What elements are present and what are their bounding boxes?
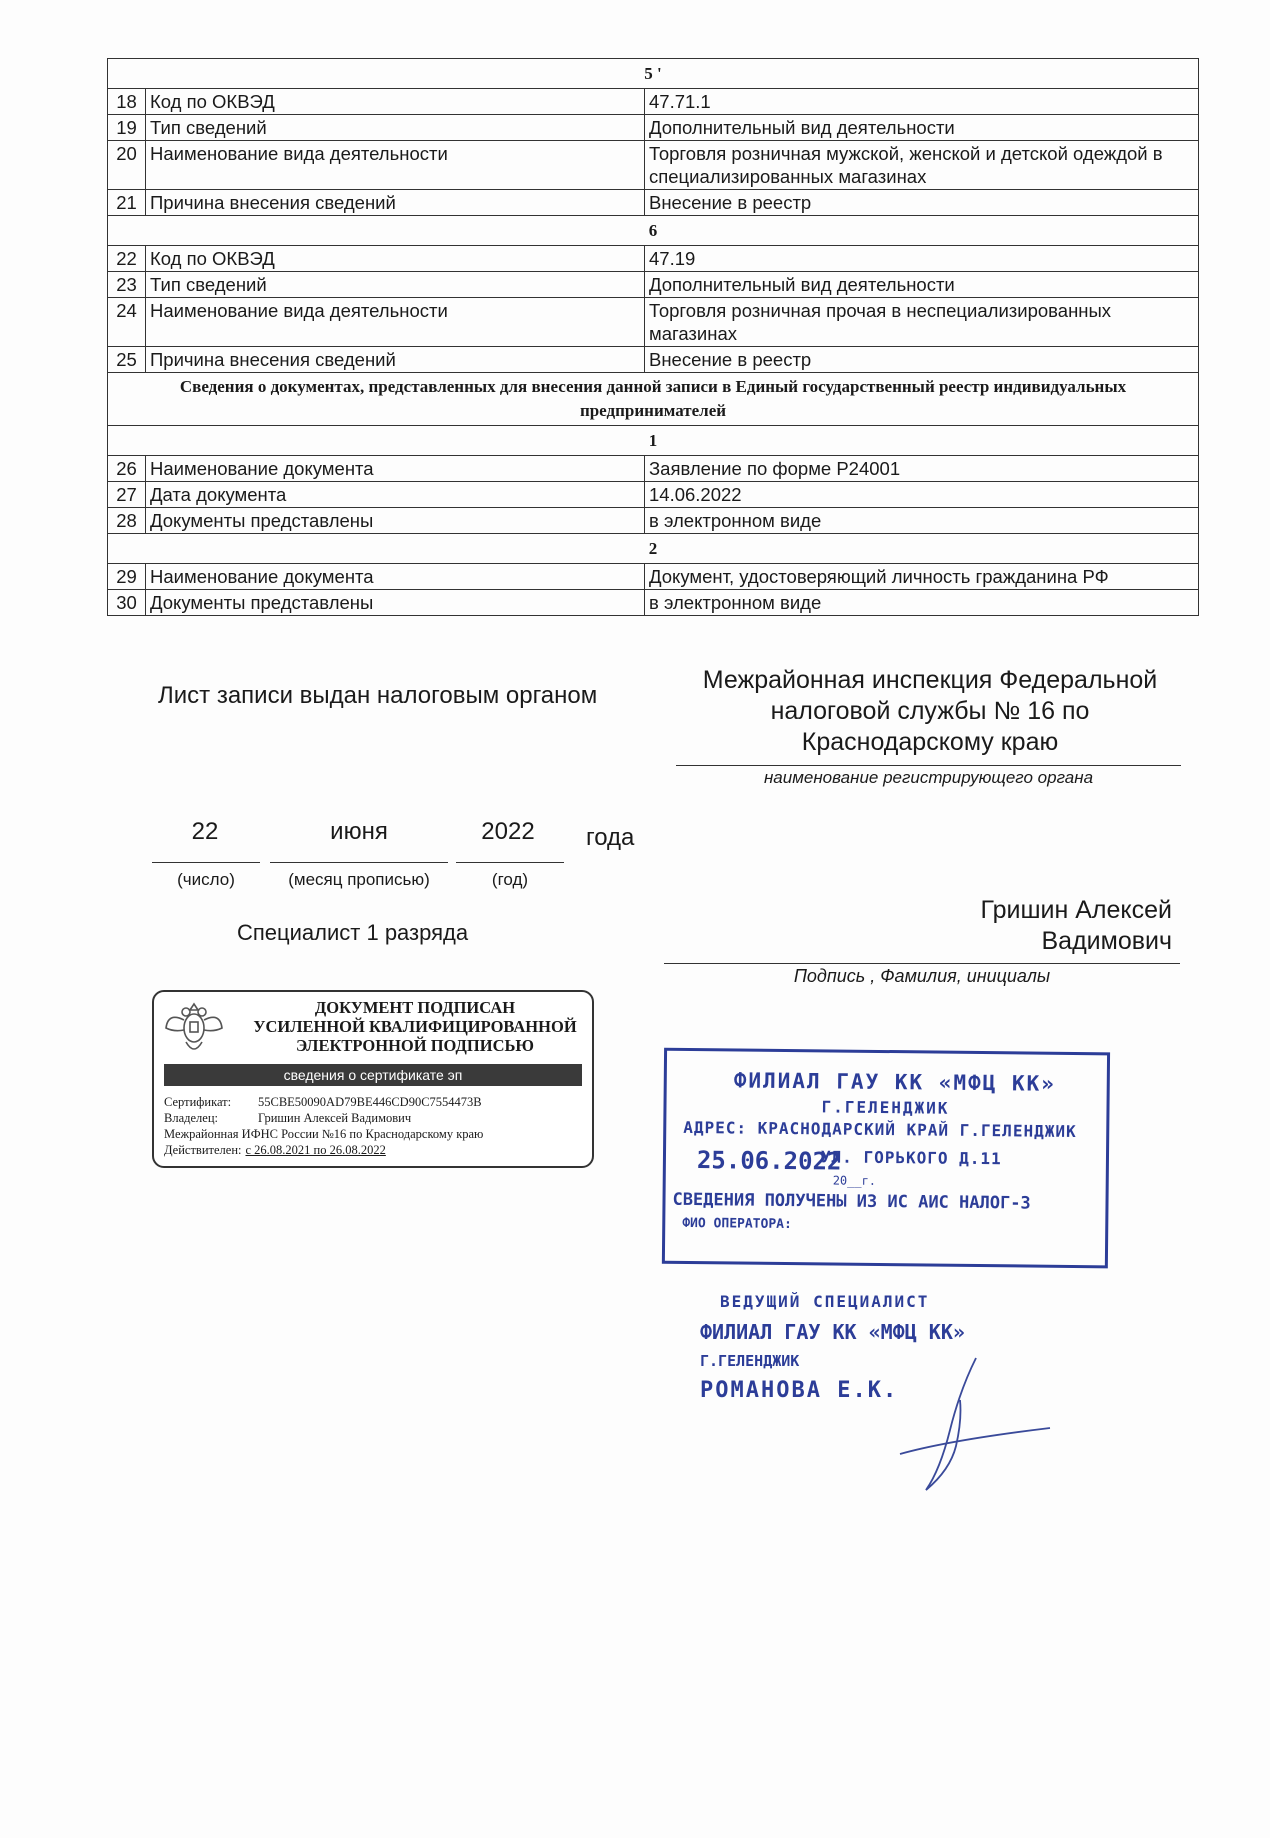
date-year: 2022 (481, 818, 535, 845)
top-page-number (630, 0, 670, 10)
field-name: Наименование документа (146, 456, 645, 482)
field-value: Документ, удостоверяющий личность гражданина РФ (645, 564, 1199, 590)
documents-heading-cell: Сведения о документах, представленных для внесения данной записи в Единый государственный реестр индивидуальных предпринимателей (108, 373, 1199, 426)
owner-value: Гришин Алексей Вадимович (258, 1111, 412, 1125)
authority-caption: наименование регистрирующего органа (763, 768, 1094, 787)
year-caption: (год) (491, 870, 529, 889)
table-row (108, 564, 1199, 590)
document-header-cell: 2 (108, 534, 1199, 564)
signer-position: Специалист 1 разряда (237, 920, 469, 945)
field-value: Дополнительный вид деятельности (645, 272, 1199, 298)
handwritten-signature (890, 1350, 1060, 1500)
date-year-word: года (586, 824, 635, 851)
mfc-stamp-date: 25.06.2022 (696, 1146, 842, 1176)
row-number: 18 (108, 89, 146, 115)
date-day: 22 (191, 818, 219, 845)
field-name: Тип сведений (146, 272, 645, 298)
mfc-stamp-line2: Г.ГЕЛЕНДЖИК (821, 1097, 950, 1118)
valid-label: Действителен: (164, 1143, 242, 1157)
page-number-row-cell: 5 ' (108, 59, 1199, 89)
day-underline (152, 862, 260, 863)
row-number: 28 (108, 508, 146, 534)
document-header-cell: 1 (108, 426, 1199, 456)
date-month: июня (330, 818, 388, 845)
issuer-text: Межрайонная ИФНС России №16 по Краснодарскому краю (164, 1127, 484, 1141)
row-number: 23 (108, 272, 146, 298)
operator-stamp-line2: ФИЛИАЛ ГАУ КК «МФЦ КК» (700, 1320, 965, 1344)
row-number: 21 (108, 190, 146, 216)
document-header (108, 426, 1199, 456)
year-underline (456, 862, 564, 863)
row-number: 20 (108, 141, 146, 190)
table-row (108, 272, 1199, 298)
mfc-stamp-line6: ФИО ОПЕРАТОРА: (682, 1215, 792, 1233)
field-name: Документы представлены (146, 508, 645, 534)
row-number: 27 (108, 482, 146, 508)
mfc-stamp-line4: УЛ. ГОРЬКОГО Д.11 (820, 1147, 1002, 1169)
table-row (108, 347, 1199, 373)
table-row (108, 246, 1199, 272)
operator-stamp-line4: РОМАНОВА Е.К. (700, 1378, 899, 1403)
field-value: Торговля розничная прочая в неспециализированных магазинах (645, 298, 1199, 347)
field-name: Код по ОКВЭД (146, 246, 645, 272)
cert-value: 55CBE50090AD79BE446CD90C7554473B (258, 1095, 482, 1109)
field-name: Тип сведений (146, 115, 645, 141)
day-caption: (число) (177, 870, 235, 889)
field-name: Наименование вида деятельности (146, 141, 645, 190)
mfc-stamp-line5: СВЕДЕНИЯ ПОЛУЧЕНЫ ИЗ ИС АИС НАЛОГ-3 (672, 1189, 1031, 1214)
authority-name: Межрайонная инспекция Федеральной налоговой службы № 16 по Краснодарскому краю (702, 666, 1158, 756)
owner-label: Владелец: (164, 1111, 218, 1125)
esig-details (164, 1094, 584, 1158)
row-number: 22 (108, 246, 146, 272)
table-row (108, 590, 1199, 616)
valid-value: с 26.08.2021 по 26.08.2022 (245, 1143, 386, 1157)
table-row (108, 115, 1199, 141)
operator-stamp-line1: ВЕДУЩИЙ СПЕЦИАЛИСТ (720, 1292, 930, 1311)
field-value: Внесение в реестр (645, 190, 1199, 216)
row-number: 25 (108, 347, 146, 373)
esig-title-line3: ЭЛЕКТРОННОЙ ПОДПИСЬЮ (296, 1036, 534, 1055)
esig-info-bar: сведения о сертификате эп (164, 1064, 582, 1086)
field-name: Код по ОКВЭД (146, 89, 645, 115)
field-value: 47.19 (645, 246, 1199, 272)
field-name: Документы представлены (146, 590, 645, 616)
signer-name-line1: Гришин Алексей (980, 896, 1172, 924)
field-name: Наименование документа (146, 564, 645, 590)
table-row (108, 508, 1199, 534)
esig-title-line2: УСИЛЕННОЙ КВАЛИФИЦИРОВАННОЙ (253, 1017, 577, 1036)
table-row (108, 456, 1199, 482)
register-table (107, 58, 1199, 616)
issued-by-label: Лист записи выдан налоговым органом (158, 682, 598, 709)
field-name: Причина внесения сведений (146, 190, 645, 216)
row-number: 29 (108, 564, 146, 590)
field-value: в электронном виде (645, 590, 1199, 616)
field-value: Внесение в реестр (645, 347, 1199, 373)
section-header-cell: 6 (108, 216, 1199, 246)
table-row (108, 298, 1199, 347)
signer-name-line2: Вадимович (1041, 927, 1172, 955)
mfc-stamp-year-suffix: 20__г. (832, 1173, 877, 1188)
signature-caption: Подпись , Фамилия, инициалы (793, 966, 1051, 986)
field-value: Торговля розничная мужской, женской и детской одеждой в специализированных магазинах (645, 141, 1199, 190)
table-row (108, 482, 1199, 508)
table-row (108, 141, 1199, 190)
field-value: 47.71.1 (645, 89, 1199, 115)
field-value: Заявление по форме Р24001 (645, 456, 1199, 482)
document-header (108, 534, 1199, 564)
esig-title (240, 998, 590, 1055)
esig-title-line1: ДОКУМЕНТ ПОДПИСАН (314, 998, 516, 1017)
signature-underline (664, 963, 1180, 964)
table-row (108, 89, 1199, 115)
mfc-stamp (662, 1048, 1104, 1263)
field-name: Дата документа (146, 482, 645, 508)
coat-of-arms-icon (160, 998, 228, 1060)
page-number-row (108, 59, 1199, 89)
row-number: 24 (108, 298, 146, 347)
cert-label: Сертификат: (164, 1095, 232, 1109)
field-name: Причина внесения сведений (146, 347, 645, 373)
mfc-stamp-line3: АДРЕС: КРАСНОДАРСКИЙ КРАЙ Г.ГЕЛЕНДЖИК (683, 1117, 1077, 1142)
field-value: Дополнительный вид деятельности (645, 115, 1199, 141)
authority-underline (676, 765, 1181, 766)
month-caption: (месяц прописью) (288, 870, 430, 889)
electronic-signature-block (152, 990, 594, 1168)
signer-name (880, 895, 1172, 957)
table-row (108, 190, 1199, 216)
row-number: 19 (108, 115, 146, 141)
row-number: 26 (108, 456, 146, 482)
section-header (108, 216, 1199, 246)
field-value: 14.06.2022 (645, 482, 1199, 508)
row-number: 30 (108, 590, 146, 616)
field-value: в электронном виде (645, 508, 1199, 534)
operator-stamp-line3: Г.ГЕЛЕНДЖИК (700, 1352, 800, 1370)
mfc-stamp-line1: ФИЛИАЛ ГАУ КК «МФЦ КК» (733, 1068, 1057, 1096)
documents-heading (108, 373, 1199, 426)
field-name: Наименование вида деятельности (146, 298, 645, 347)
month-underline (270, 862, 448, 863)
